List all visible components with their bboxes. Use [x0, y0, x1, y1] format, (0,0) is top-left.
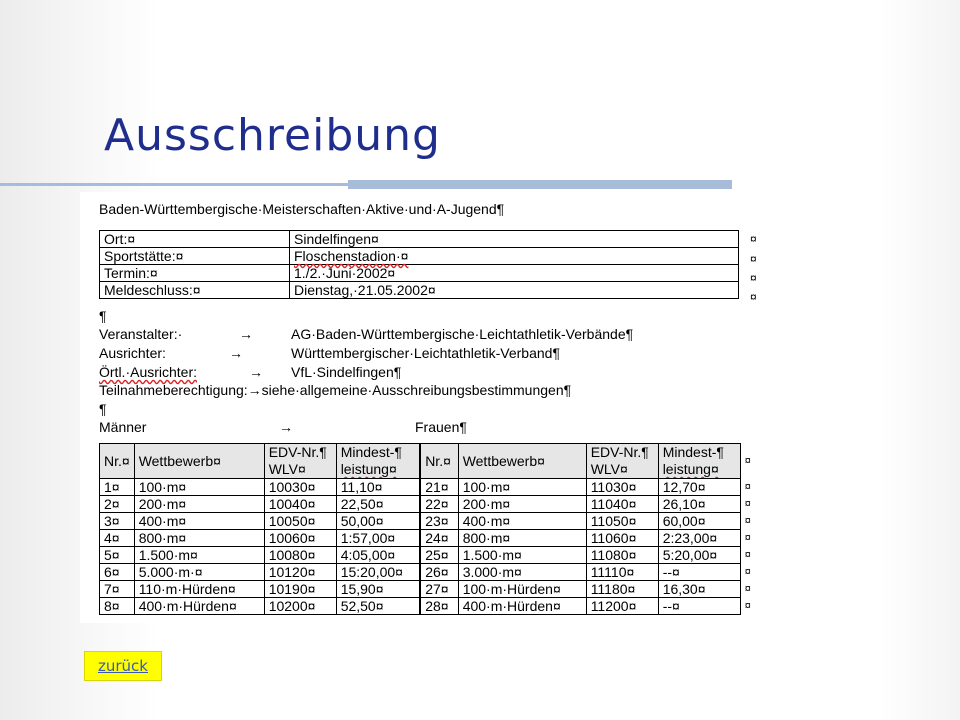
cell-edv: 11050¤ — [586, 513, 658, 530]
row-end-mark: ¤ — [740, 444, 762, 479]
cell-event: 100·m¤ — [134, 479, 264, 496]
meta-table — [99, 230, 739, 299]
table-row — [100, 513, 763, 530]
cell-event: 1.500·m¤ — [134, 547, 264, 564]
meta-row-end-mark: ¤ — [750, 252, 757, 266]
cell-edv: 10120¤ — [264, 564, 336, 581]
header-edv-line2: WLV¤ — [590, 461, 628, 477]
header-min-line1: Mindest-¶ — [340, 444, 402, 460]
women-label: Frauen¶ — [415, 419, 467, 435]
header-min — [336, 444, 420, 479]
cell-min: 22,50¤ — [336, 496, 420, 513]
cell-min: 4:05,00¤ — [336, 547, 420, 564]
cell-event: 200·m¤ — [458, 496, 586, 513]
cell-event: 400·m·Hürden¤ — [458, 598, 586, 615]
paragraph-mark: ¶ — [99, 308, 107, 324]
cell-min: 1:57,00¤ — [336, 530, 420, 547]
cell-edv: 11080¤ — [586, 547, 658, 564]
cell-edv: 10030¤ — [264, 479, 336, 496]
document-screenshot — [80, 192, 772, 623]
organizer-label: Veranstalter:· — [99, 326, 183, 342]
row-end-mark: ¤ — [744, 600, 751, 612]
cell-edv: 11030¤ — [586, 479, 658, 496]
tab-arrow-icon: → — [229, 345, 243, 361]
meta-row-location — [100, 231, 739, 248]
cell-nr: 4¤ — [100, 530, 135, 547]
cell-event: 400·m·Hürden¤ — [134, 598, 264, 615]
cell-event: 1.500·m¤ — [458, 547, 586, 564]
tab-arrow-icon: → — [239, 326, 253, 342]
meta-value: Dienstag,·21.05.2002¤ — [290, 282, 739, 299]
organizer-label-text: Örtl.·Ausrichter: — [99, 364, 198, 380]
tab-arrow-icon: → — [247, 382, 262, 398]
header-min — [658, 444, 740, 479]
cell-min: 16,30¤ — [658, 581, 740, 598]
tab-arrow-icon: → — [249, 364, 263, 380]
cell-min: 15,90¤ — [336, 581, 420, 598]
row-end-mark: ¤ — [744, 481, 751, 493]
header-edv — [264, 444, 336, 479]
table-row — [100, 598, 763, 615]
cell-min: 52,50¤ — [336, 598, 420, 615]
table-row — [100, 581, 763, 598]
organizer-value: siehe·allgemeine·Ausschreibungsbestimmungen¶ — [261, 382, 572, 398]
organizer-label: Teilnahmeberechtigung: — [99, 382, 248, 398]
meta-row-venue — [100, 248, 739, 265]
cell-min: 5:20,00¤ — [658, 547, 740, 564]
cell-nr: 21¤ — [420, 479, 458, 496]
cell-min: 12,70¤ — [658, 479, 740, 496]
organizer-line — [99, 364, 401, 380]
cell-event: 200·m¤ — [134, 496, 264, 513]
cell-nr: 22¤ — [420, 496, 458, 513]
cell-nr: 28¤ — [420, 598, 458, 615]
table-row — [100, 547, 763, 564]
meta-value: 1./2.·Juni·2002¤ — [290, 265, 739, 282]
cell-nr: 23¤ — [420, 513, 458, 530]
header-edv — [586, 444, 658, 479]
cell-edv: 10200¤ — [264, 598, 336, 615]
header-event: Wettbewerb¤ — [458, 444, 586, 479]
paragraph-mark: ¶ — [99, 401, 107, 417]
header-nr: Nr.¤ — [420, 444, 458, 479]
cell-event: 400·m¤ — [134, 513, 264, 530]
organizer-label — [99, 364, 249, 380]
cell-event: 5.000·m·¤ — [134, 564, 264, 581]
header-event: Wettbewerb¤ — [134, 444, 264, 479]
cell-nr: 5¤ — [100, 547, 135, 564]
results-table — [99, 443, 763, 615]
meta-value — [290, 248, 739, 265]
row-end-mark: ¤ — [744, 532, 751, 544]
cell-nr: 7¤ — [100, 581, 135, 598]
meta-row-date — [100, 265, 739, 282]
men-label: Männer — [99, 419, 147, 435]
cell-nr: 25¤ — [420, 547, 458, 564]
cell-edv: 10050¤ — [264, 513, 336, 530]
cell-nr: 2¤ — [100, 496, 135, 513]
table-row — [100, 479, 763, 496]
cell-min: 11,10¤ — [336, 479, 420, 496]
cell-min: 26,10¤ — [658, 496, 740, 513]
table-row — [100, 496, 763, 513]
page-title: Ausschreibung — [104, 110, 441, 161]
header-edv-line1: EDV-Nr.¶ — [268, 444, 327, 460]
cell-event: 100·m·Hürden¤ — [458, 581, 586, 598]
organizer-value: VfL·Sindelfingen¶ — [291, 364, 402, 380]
cell-event: 400·m¤ — [458, 513, 586, 530]
table-header-row — [100, 444, 763, 479]
title-divider-thick — [348, 180, 732, 189]
meta-key: Sportstätte:¤ — [100, 248, 290, 265]
cell-nr: 27¤ — [420, 581, 458, 598]
cell-edv: 11180¤ — [586, 581, 658, 598]
cell-nr: 3¤ — [100, 513, 135, 530]
cell-edv: 11110¤ — [586, 564, 658, 581]
cell-min: --¤ — [658, 598, 740, 615]
meta-row-end-mark: ¤ — [750, 271, 757, 285]
row-end-mark: ¤ — [744, 549, 751, 561]
cell-edv: 11200¤ — [586, 598, 658, 615]
cell-min: 2:23,00¤ — [658, 530, 740, 547]
cell-min: 50,00¤ — [336, 513, 420, 530]
cell-edv: 10060¤ — [264, 530, 336, 547]
table-row — [100, 530, 763, 547]
organizer-label: Ausrichter: — [99, 345, 166, 361]
meta-value: Sindelfingen¤ — [290, 231, 739, 248]
meta-row-deadline — [100, 282, 739, 299]
meta-key: Ort:¤ — [100, 231, 290, 248]
cell-event: 800·m¤ — [458, 530, 586, 547]
header-nr: Nr.¤ — [100, 444, 135, 479]
row-end-mark: ¤ — [744, 515, 751, 527]
row-end-mark: ¤ — [744, 566, 751, 578]
header-edv-line2: WLV¤ — [268, 461, 306, 477]
cell-edv: 10040¤ — [264, 496, 336, 513]
organizer-value: Württembergischer·Leichtathletik-Verband¶ — [291, 345, 560, 361]
cell-nr: 1¤ — [100, 479, 135, 496]
header-min-line2: leistung¤ — [662, 461, 719, 477]
header-edv-line1: EDV-Nr.¶ — [590, 444, 649, 460]
cell-min: 15:20,00¤ — [336, 564, 420, 581]
cell-min: 60,00¤ — [658, 513, 740, 530]
cell-nr: 8¤ — [100, 598, 135, 615]
cell-event: 800·m¤ — [134, 530, 264, 547]
cell-event: 100·m¤ — [458, 479, 586, 496]
meta-row-end-mark: ¤ — [750, 232, 757, 246]
cell-nr: 6¤ — [100, 564, 135, 581]
meta-value-text: Floschenstadion·¤ — [294, 248, 409, 264]
organizer-line — [99, 345, 560, 361]
section-labels — [99, 419, 467, 435]
meta-row-end-mark: ¤ — [750, 290, 757, 304]
tab-arrow-icon: → — [279, 419, 293, 435]
cell-nr: 26¤ — [420, 564, 458, 581]
row-end-mark: ¤ — [744, 498, 751, 510]
organizer-value: AG·Baden-Württembergische·Leichtathletik-Verbände¶ — [291, 326, 634, 342]
cell-event: 110·m·Hürden¤ — [134, 581, 264, 598]
table-row — [100, 564, 763, 581]
cell-min: --¤ — [658, 564, 740, 581]
header-min-line1: Mindest-¶ — [662, 444, 724, 460]
document-heading: Baden-Württembergische·Meisterschaften·Aktive·und·A-Jugend¶ — [99, 201, 505, 217]
cell-nr: 24¤ — [420, 530, 458, 547]
cell-edv: 11040¤ — [586, 496, 658, 513]
cell-edv: 11060¤ — [586, 530, 658, 547]
back-link[interactable]: zurück — [84, 651, 162, 681]
cell-event: 3.000·m¤ — [458, 564, 586, 581]
meta-key: Meldeschluss:¤ — [100, 282, 290, 299]
row-end-mark: ¤ — [744, 583, 751, 595]
cell-edv: 10080¤ — [264, 547, 336, 564]
organizer-line — [99, 382, 571, 398]
organizer-line — [99, 326, 633, 342]
cell-edv: 10190¤ — [264, 581, 336, 598]
title-divider-thin — [0, 183, 348, 186]
header-min-line2: leistung¤ — [340, 461, 397, 477]
meta-key: Termin:¤ — [100, 265, 290, 282]
